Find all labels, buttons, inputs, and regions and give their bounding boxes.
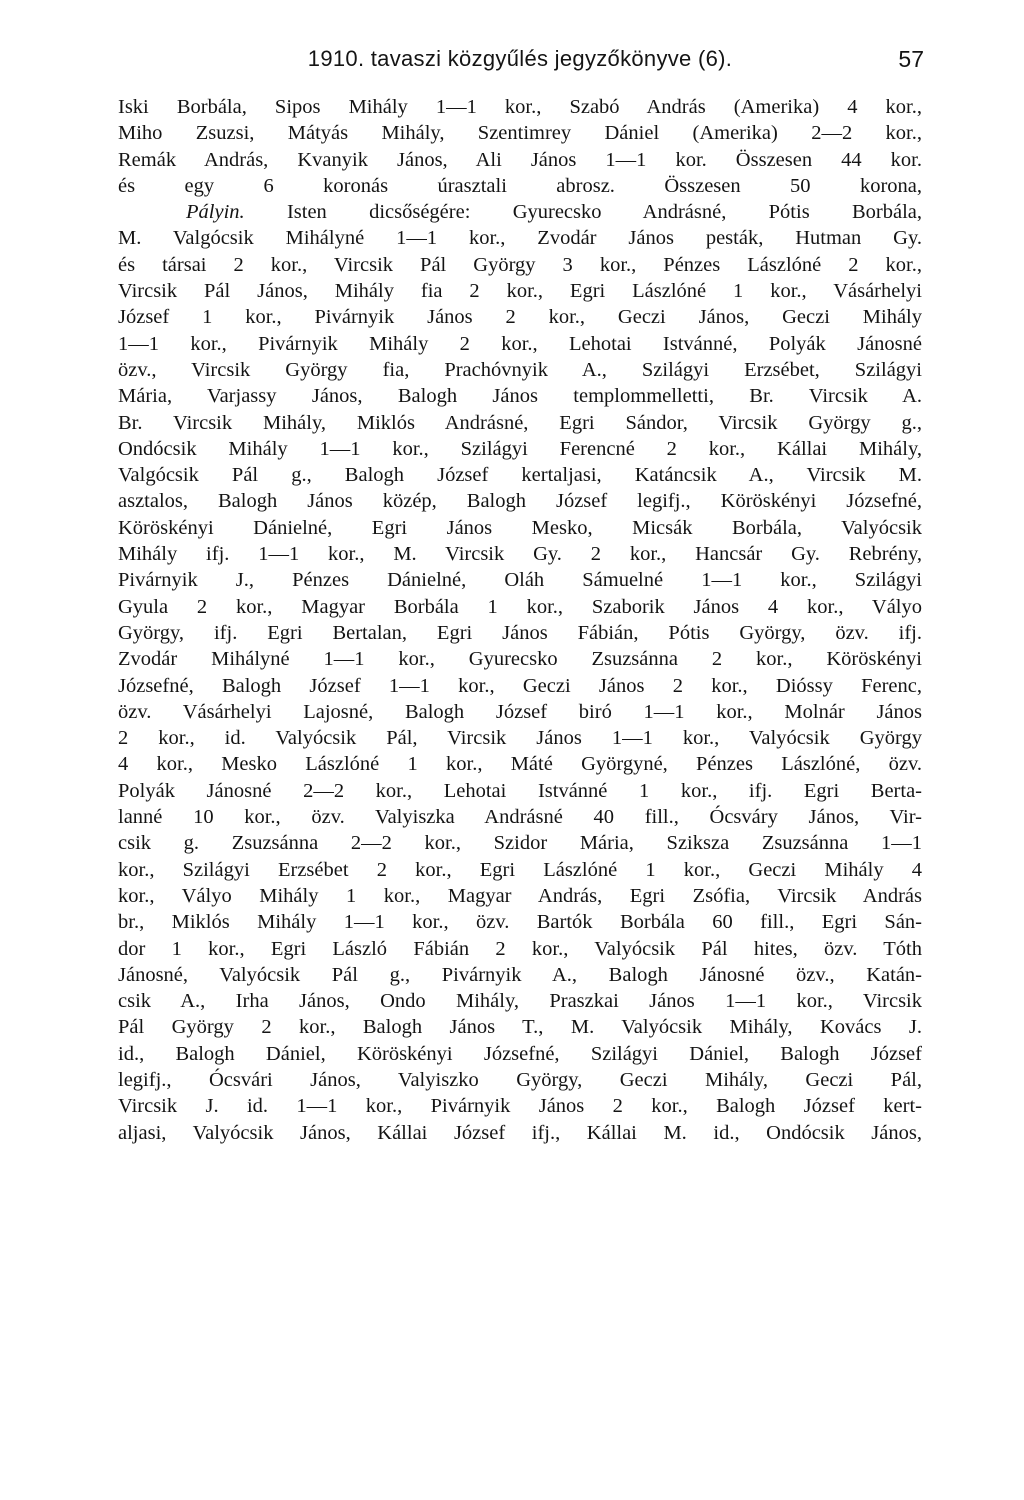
text-line: Br. Vircsik Mihály, Miklós Andrásné, Egri Sándor, Vircsik György g., xyxy=(118,411,922,434)
text-line: 4 kor., Mesko Lászlóné 1 kor., Máté Györgyné, Pénzes Lászlóné, özv. xyxy=(118,753,922,776)
text-line: Pivárnyik J., Pénzes Dánielné, Oláh Sámuelné 1—1 kor., Szilágyi xyxy=(118,569,922,592)
text-line: Mária, Varjassy János, Balogh János templommelletti, Br. Vircsik A. xyxy=(118,385,922,408)
text-line: csik A., Irha János, Ondo Mihály, Praszkai János 1—1 kor., Vircsik xyxy=(118,990,922,1013)
text-line: Vircsik J. id. 1—1 kor., Pivárnyik János 2 kor., Balogh József kert- xyxy=(118,1095,922,1118)
text-line: Gyula 2 kor., Magyar Borbála 1 kor., Szaborik János 4 kor., Vályo xyxy=(118,595,922,618)
body-text xyxy=(118,94,922,1146)
text-line: özv. Vásárhelyi Lajosné, Balogh József biró 1—1 kor., Molnár János xyxy=(118,700,922,723)
text-line: Jánosné, Valyócsik Pál g., Pivárnyik A., Balogh Jánosné özv., Katán- xyxy=(118,963,922,986)
text-line: M. Valgócsik Mihályné 1—1 kor., Zvodár János pesták, Hutman Gy. xyxy=(118,227,922,250)
text-line: csik g. Zsuzsánna 2—2 kor., Szidor Mária, Sziksza Zsuzsánna 1—1 xyxy=(118,832,922,855)
text-line: Vircsik Pál János, Mihály fia 2 kor., Egri Lászlóné 1 kor., Vásárhelyi xyxy=(118,280,922,303)
page-number: 57 xyxy=(898,46,924,72)
text-line: Iski Borbála, Sipos Mihály 1—1 kor., Szabó András (Amerika) 4 kor., xyxy=(118,96,922,118)
text-line: lanné 10 kor., özv. Valyiszka Andrásné 40 fill., Ócsváry János, Vir- xyxy=(118,806,922,829)
text-line: Köröskényi Dánielné, Egri János Mesko, Micsák Borbála, Valyócsik xyxy=(118,516,922,539)
text-line: Zvodár Mihályné 1—1 kor., Gyurecsko Zsuzsánna 2 kor., Köröskényi xyxy=(118,648,922,671)
text-line: Pál György 2 kor., Balogh János T., M. Valyócsik Mihály, Kovács J. xyxy=(118,1016,922,1039)
text-line: György, ifj. Egri Bertalan, Egri János Fábián, Pótis György, özv. ifj. xyxy=(118,621,922,644)
text-line-place xyxy=(118,199,922,225)
text-line: kor., Szilágyi Erzsébet 2 kor., Egri Lászlóné 1 kor., Geczi Mihály 4 xyxy=(118,858,922,881)
text-line: 1—1 kor., Pivárnyik Mihály 2 kor., Lehotai Istvánné, Polyák Jánosné xyxy=(118,332,922,355)
text-line: Miho Zsuzsi, Mátyás Mihály, Szentimrey Dániel (Amerika) 2—2 kor., xyxy=(118,122,922,145)
text-line: legifj., Ócsvári János, Valyiszko György, Geczi Mihály, Geczi Pál, xyxy=(118,1068,922,1091)
text-line: özv., Vircsik György fia, Prachóvnyik A., Szilágyi Erzsébet, Szilágyi xyxy=(118,358,922,381)
place-label: Pályin. xyxy=(186,201,245,224)
text-line: br., Miklós Mihály 1—1 kor., özv. Bartók Borbála 60 fill., Egri Sán- xyxy=(118,911,922,934)
text-line: dor 1 kor., Egri László Fábián 2 kor., Valyócsik Pál hites, özv. Tóth xyxy=(118,937,922,960)
text-line: Józsefné, Balogh József 1—1 kor., Geczi János 2 kor., Dióssy Ferenc, xyxy=(118,674,922,697)
text-line: asztalos, Balogh János közép, Balogh József legifj., Köröskényi Józsefné, xyxy=(118,490,922,513)
text-line: Remák András, Kvanyik János, Ali János 1—1 kor. Összesen 44 kor. xyxy=(118,148,922,171)
text-line: Polyák Jánosné 2—2 kor., Lehotai Istvánné 1 kor., ifj. Egri Berta- xyxy=(118,779,922,802)
text-line: aljasi, Valyócsik János, Kállai József ifj., Kállai M. id., Ondócsik János, xyxy=(118,1121,922,1144)
text-line: kor., Vályo Mihály 1 kor., Magyar András, Egri Zsófia, Vircsik András xyxy=(118,884,922,907)
text-line: József 1 kor., Pivárnyik János 2 kor., Geczi János, Geczi Mihály xyxy=(118,306,922,329)
text-line: Isten dicsőségére: Gyurecsko Andrásné, Pótis Borbála, xyxy=(286,201,922,224)
text-line: és társai 2 kor., Vircsik Pál György 3 kor., Pénzes Lászlóné 2 kor., xyxy=(118,253,922,276)
text-line: Mihály ifj. 1—1 kor., M. Vircsik Gy. 2 kor., Hancsár Gy. Rebrény, xyxy=(118,543,922,566)
running-head xyxy=(116,44,924,76)
text-line: Ondócsik Mihály 1—1 kor., Szilágyi Ferencné 2 kor., Kállai Mihály, xyxy=(118,437,922,460)
running-title: 1910. tavaszi közgyűlés jegyzőkönyve (6). xyxy=(307,46,733,71)
text-line: id., Balogh Dániel, Köröskényi Józsefné, Szilágyi Dániel, Balogh József xyxy=(118,1042,922,1065)
text-line: Valgócsik Pál g., Balogh József kertaljasi, Katáncsik A., Vircsik M. xyxy=(118,464,922,487)
text-line: és egy 6 koronás úrasztali abrosz. Összesen 50 korona, xyxy=(118,174,922,197)
text-line: 2 kor., id. Valyócsik Pál, Vircsik János 1—1 kor., Valyócsik György xyxy=(118,727,922,750)
